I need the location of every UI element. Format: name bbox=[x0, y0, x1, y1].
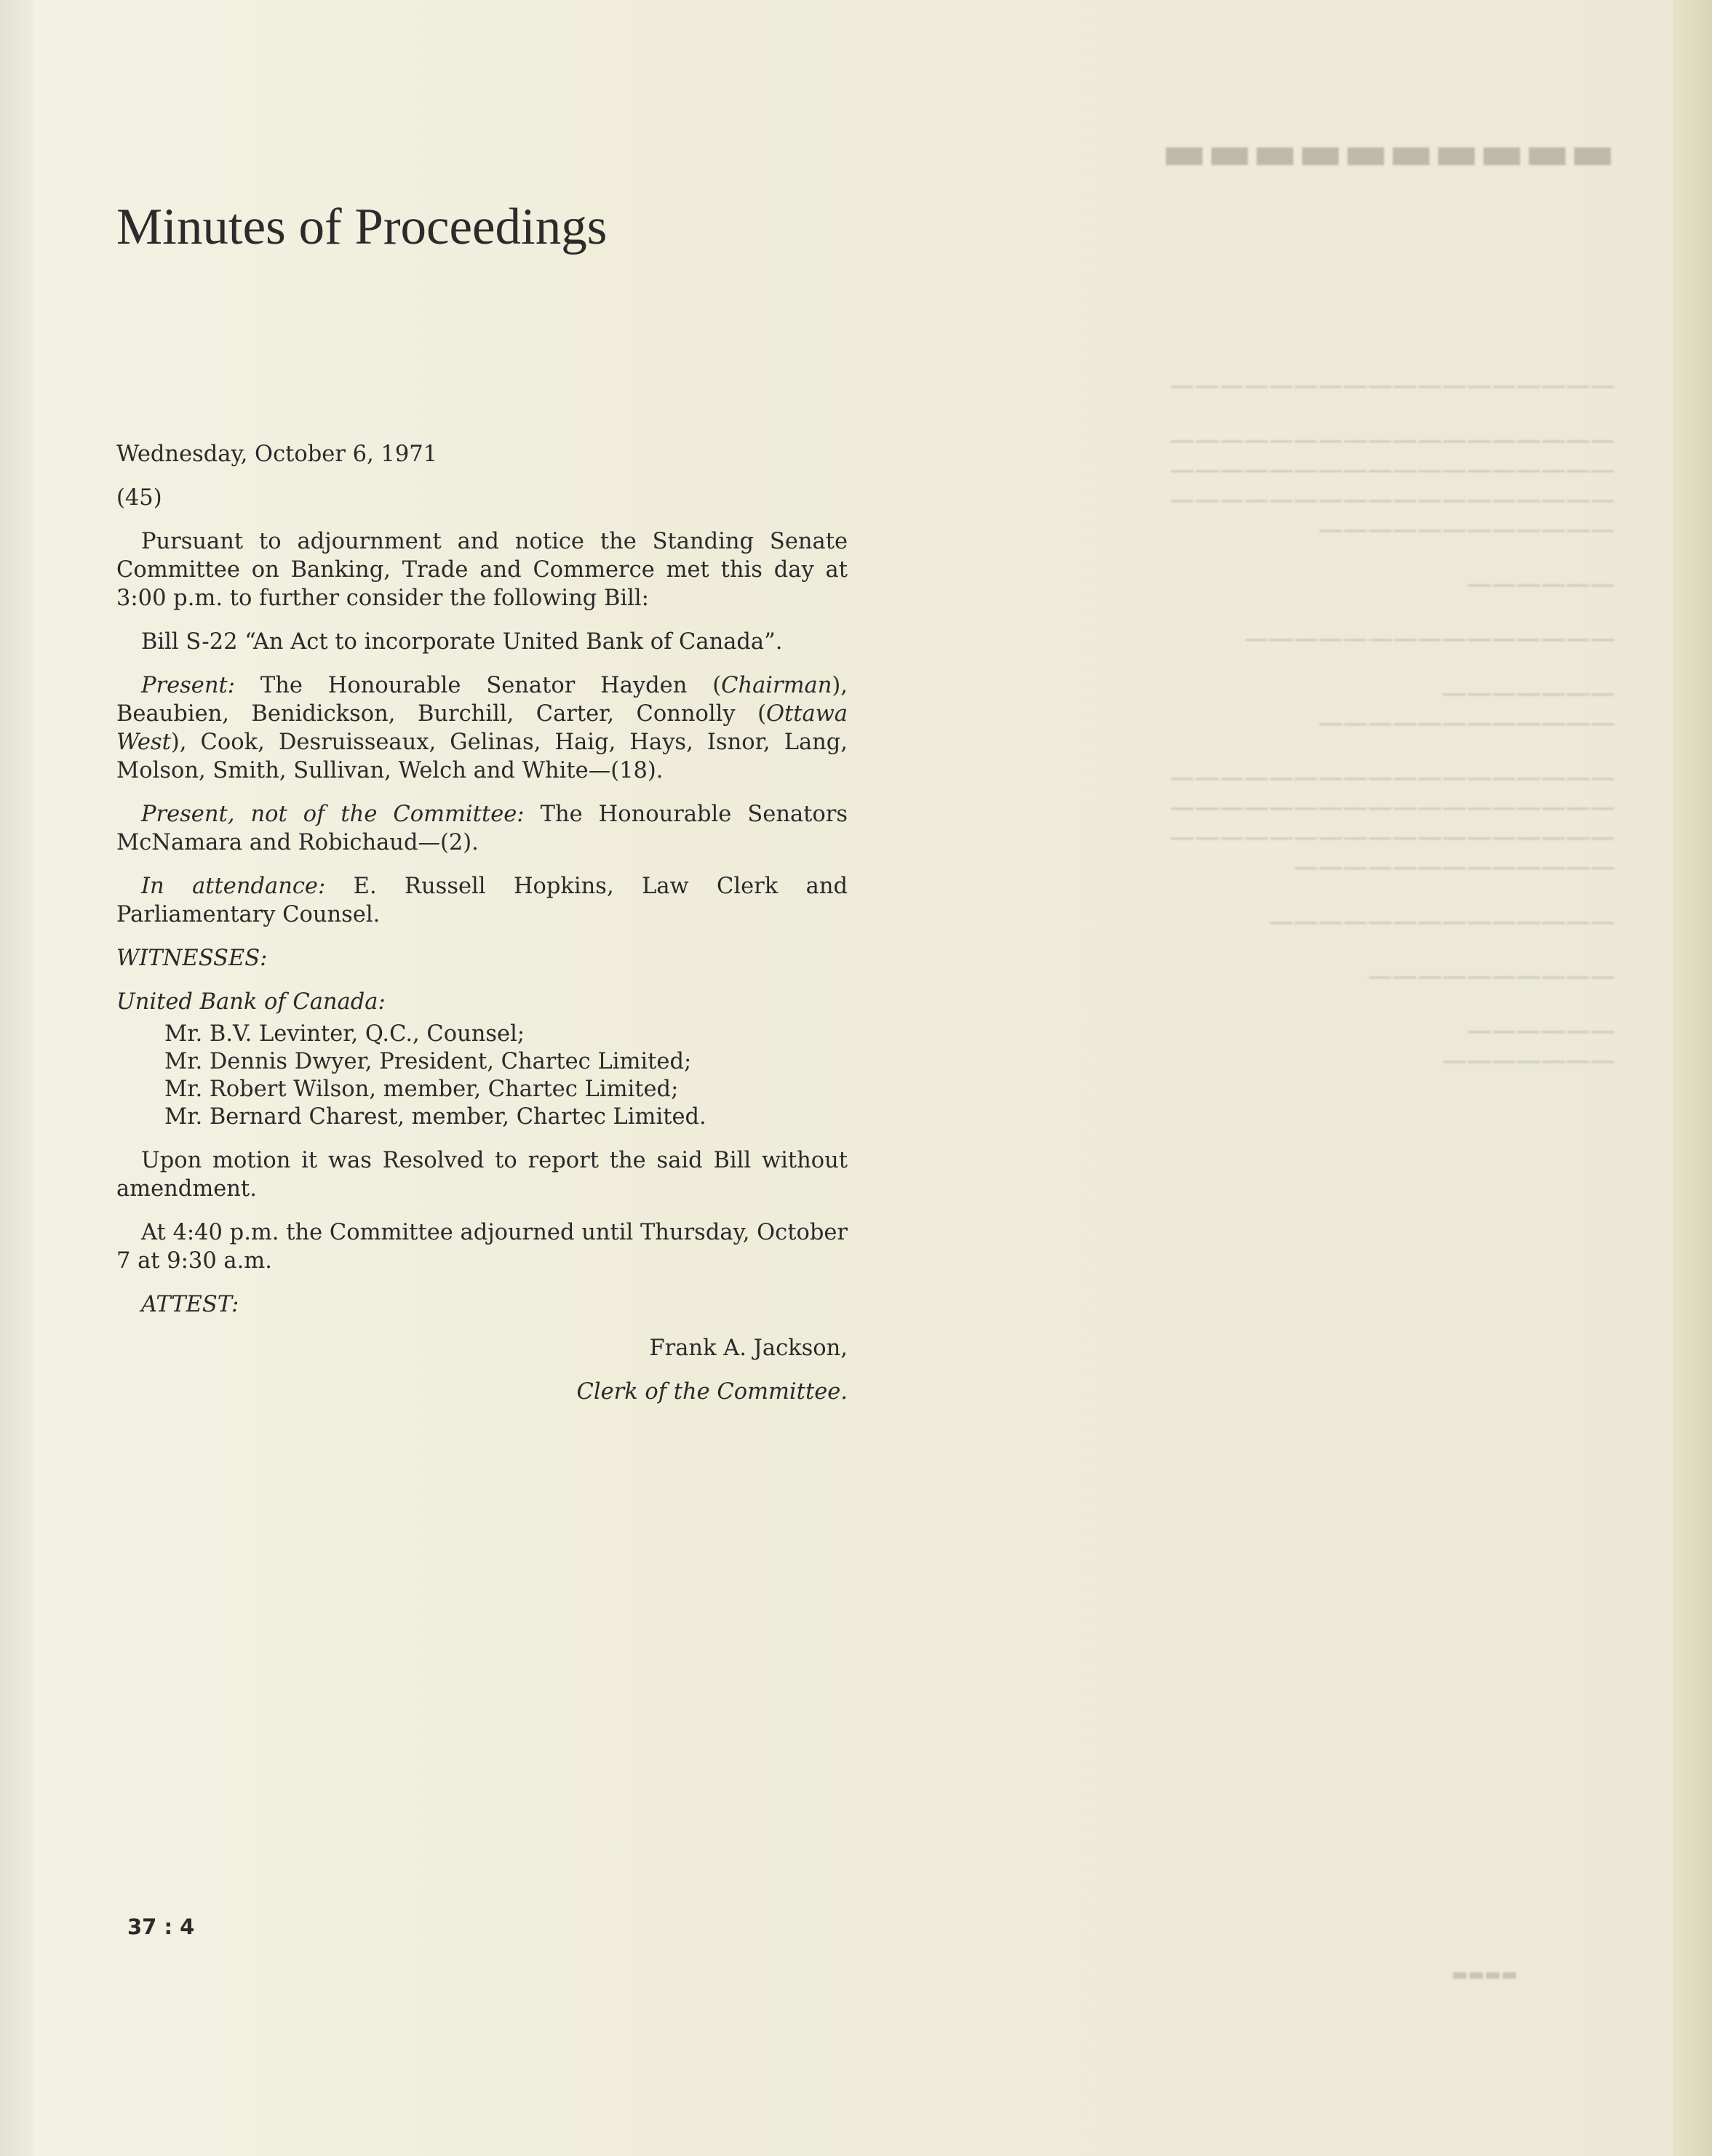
adjournment-paragraph: At 4:40 p.m. the Committee adjourned until Thursday, October 7 at 9:30 a.m. bbox=[116, 1220, 848, 1274]
present-not-committee-label: Present, not of the Committee: bbox=[141, 802, 525, 827]
witness-list bbox=[116, 1021, 848, 1131]
page-title: Minutes of Proceedings bbox=[116, 199, 608, 255]
in-attendance-label: In attendance: bbox=[141, 874, 326, 899]
page-left-edge bbox=[0, 0, 33, 2156]
bill-paragraph: Bill S-22 “An Act to incorporate United Bank of Canada”. bbox=[141, 629, 783, 655]
minutes-body bbox=[116, 440, 848, 1421]
present-paragraph bbox=[116, 671, 848, 785]
present-text-2: ), Beaubien, Benidickson, Burchill, Carter, Connolly ( bbox=[116, 673, 848, 727]
chairman-label: Chairman bbox=[721, 673, 832, 698]
witness-item: Mr. Dennis Dwyer, President, Chartec Limited; bbox=[164, 1049, 692, 1074]
resolution-paragraph: Upon motion it was Resolved to report the said Bill without amendment. bbox=[116, 1148, 848, 1202]
reverse-side-show-through: ▬▬▬▬▬▬▬▬▬▬ —————————————————— —————————————————— —————————————————— —————————————————— ———————————— —————— ——————————————— ——————— ———————————— —————————————————— —————————————————— —————————————————— ————————————— —————————————— —————————— —————— ——————— bbox=[1161, 124, 1615, 1075]
page-number: 37 : 4 bbox=[127, 1915, 195, 1939]
page-right-edge bbox=[1673, 0, 1712, 2156]
present-not-committee-paragraph bbox=[116, 800, 848, 857]
ottawa-west-label: Ottawa West bbox=[116, 701, 848, 755]
present-not-committee-text: The Honourable Senators McNamara and Robichaud—(2). bbox=[116, 802, 848, 855]
attest-label: ATTEST: bbox=[141, 1292, 239, 1317]
clerk-title: Clerk of the Committee. bbox=[576, 1379, 848, 1405]
present-label: Present: bbox=[141, 673, 236, 698]
present-text-1: The Honourable Senator Hayden ( bbox=[235, 673, 722, 698]
intro-paragraph: Pursuant to adjournment and notice the Standing Senate Committee on Banking, Trade and Commerce met this day at 3:00 p.m. to further consider the following Bill: bbox=[116, 529, 848, 611]
reverse-side-code: ▬▬▬▬ bbox=[1452, 1964, 1518, 1984]
witness-item: Mr. Robert Wilson, member, Chartec Limited; bbox=[164, 1077, 679, 1102]
meeting-number: (45) bbox=[116, 485, 162, 511]
witness-item: Mr. Bernard Charest, member, Chartec Limited. bbox=[164, 1104, 706, 1130]
witness-organization: United Bank of Canada: bbox=[116, 989, 386, 1015]
meeting-date: Wednesday, October 6, 1971 bbox=[116, 442, 438, 467]
in-attendance-text: E. Russell Hopkins, Law Clerk and Parliamentary Counsel. bbox=[116, 874, 848, 927]
witness-item: Mr. B.V. Levinter, Q.C., Counsel; bbox=[164, 1021, 525, 1047]
present-text-3: ), Cook, Desruisseaux, Gelinas, Haig, Hays, Isnor, Lang, Molson, Smith, Sullivan, Welch and White—(18). bbox=[116, 730, 848, 783]
clerk-name: Frank A. Jackson, bbox=[649, 1335, 848, 1361]
title-block bbox=[116, 196, 848, 257]
witnesses-heading: WITNESSES: bbox=[116, 946, 268, 971]
in-attendance-paragraph bbox=[116, 872, 848, 929]
